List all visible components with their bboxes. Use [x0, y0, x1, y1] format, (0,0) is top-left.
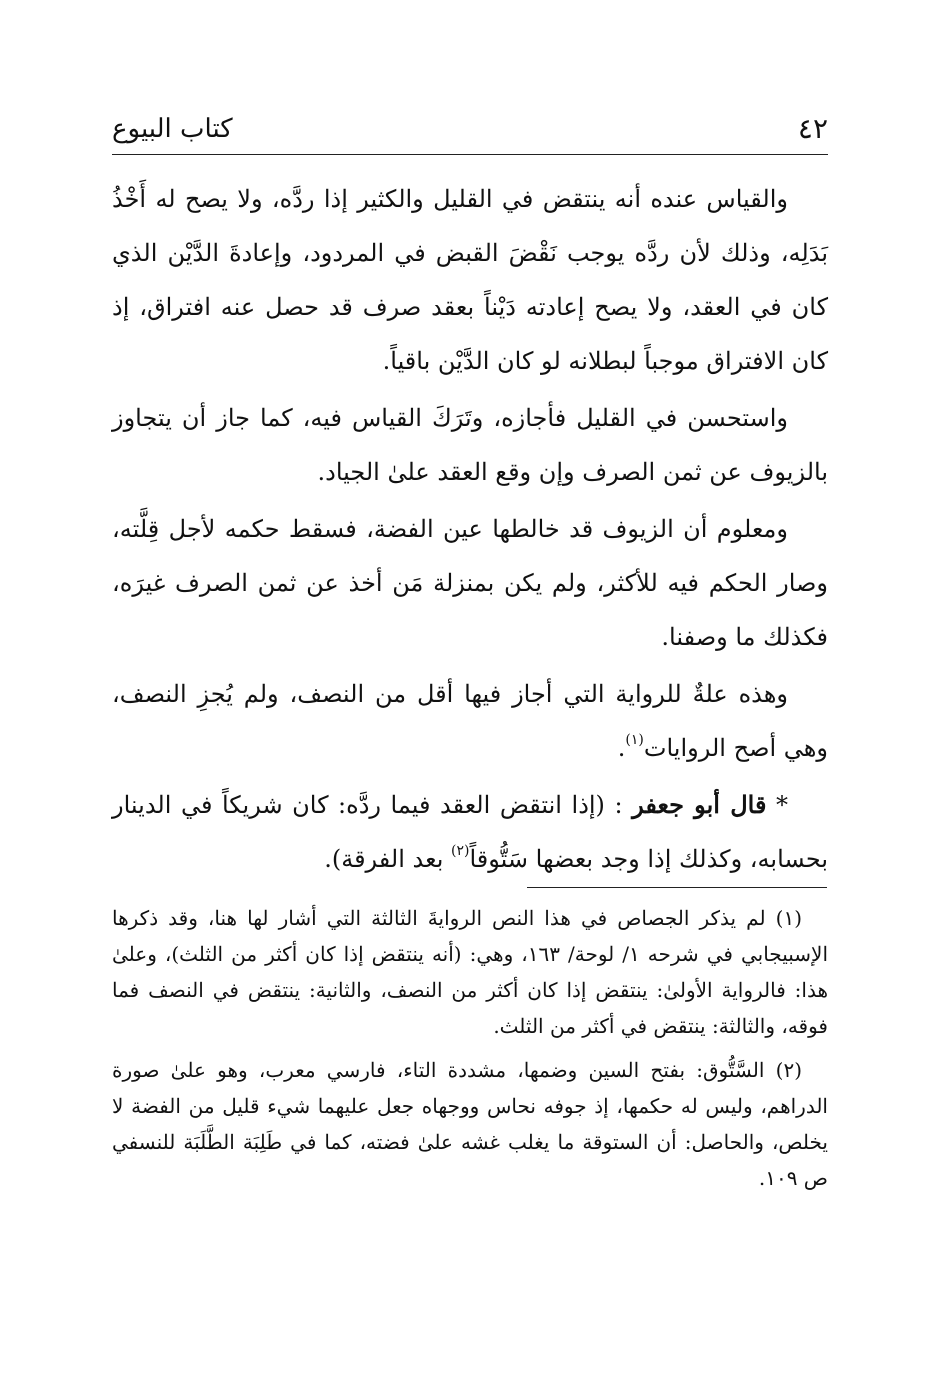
star-marker: * [766, 791, 788, 819]
main-text [112, 172, 828, 889]
paragraph-4-text: وهذه علةٌ للرواية التي أجاز فيها أقل من النصف، ولم يُجزِ النصف، وهي أصح الروايات [112, 680, 828, 762]
paragraph-4-end: . [617, 734, 626, 762]
paragraph-2: واستحسن في القليل فأجازه، وتَرَكَ القياس فيه، كما جاز أن يتجاوز بالزيوف عن ثمن الصرف وإن وقع العقد علىٰ الجياد. [112, 404, 828, 486]
footnote-separator [527, 887, 827, 888]
header-rule [112, 154, 828, 155]
footnotes [112, 900, 828, 1204]
paragraph-5 [112, 778, 828, 886]
paragraph-5-end: بعد الفرقة). [324, 845, 452, 873]
footnote-ref-1: (١) [625, 732, 644, 748]
page-header [112, 113, 828, 157]
footnote-2: (٢) السَّتُّوق: بفتح السين وضمها، مشددة التاء، فارسي معرب، وهو علىٰ صورة الدراهم، وليس له حكمها، إذ جوفه نحاس ووجهاه جعل عليهما شيء قليل من الفضة لا يخلص، والحاصل: أن الستوقة ما يغلب غشه علىٰ فضته، كما في طَلِبَة الطَّلَبَة للنسفي ص ١٠٩. [112, 1058, 828, 1190]
speaker-label: قال أبو جعفر [632, 790, 767, 819]
footnote-1: (١) لم يذكر الجصاص في هذا النص الروايةَ الثالثة التي أشار لها هنا، وقد ذكرها الإسبيجابي في شرحه ١/ لوحة/ ١٦٣، وهي: (أنه ينتقض إذا كان أكثر من الثلث)، وعلىٰ هذا: فالرواية الأولىٰ: ينتقض إذا كان أكثر من النصف، والثانية: ينتقض في النصف فما فوقه، والثالثة: ينتقض في أكثر من الثلث. [112, 906, 828, 1038]
paragraph-4 [112, 667, 828, 775]
page-number: ٤٢ [797, 112, 828, 145]
footnote-ref-2: (٢) [451, 843, 470, 859]
paragraph-5-text: : (إذا انتقض العقد فيما ردَّه: كان شريكاً في الدينار بحسابه، وكذلك إذا وجد بعضها سَتُّوقاً [112, 791, 828, 873]
running-title: كتاب البيوع [112, 114, 233, 144]
paragraph-3: ومعلوم أن الزيوف قد خالطها عين الفضة، فسقط حكمه لأجل قِلَّته، وصار الحكم فيه للأكثر، ولم يكن بمنزلة مَن أخذ عن ثمن الصرف غيرَه، فكذلك ما وصفنا. [112, 515, 828, 651]
paragraph-1: والقياس عنده أنه ينتقض في القليل والكثير إذا ردَّه، ولا يصح له أَخْذُ بَدَلِه، وذلك لأن ردَّه يوجب نَقْضَ القبض في المردود، وإعادةَ الدَّيْن الذي كان في العقد، ولا يصح إعادته دَيْناً بعقد صرف قد حصل عنه افتراق، إذ كان الافتراق موجباً لبطلانه لو كان الدَّيْن باقياً. [112, 185, 828, 375]
